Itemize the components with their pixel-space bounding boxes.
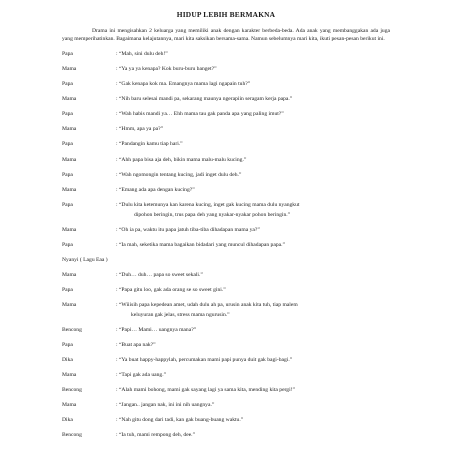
dialog-line	[62, 81, 390, 88]
dialog-line	[62, 357, 390, 364]
page-title: HIDUP LEBIH BERMAKNA	[176, 10, 276, 19]
dialog-continuation: dipohon beringin, trus papa deh yang nyakar-nyakar pohon beringin.”	[134, 211, 291, 218]
dialog-text: : “Jangan.. jangan nak, ini ini nih uangnya.”	[116, 402, 215, 409]
dialog-text: : “Wiiisih papa kepedean amet, udah dulu ah pa, urusin anak kita tuh, tiap malem	[116, 301, 298, 308]
dialog-line	[62, 372, 390, 379]
dialog-line	[62, 141, 390, 148]
song-heading: Nyanyi ( Lagu Eaa )	[62, 256, 108, 263]
dialog-text: : “Tapi gak ada uang.”	[116, 372, 167, 379]
speaker-name: Mama	[62, 372, 77, 379]
dialog-line	[62, 96, 390, 103]
dialog-text: : “Ia mah, seketika mama bagaikan bidadari yang muncul dihadapan papa.”	[116, 241, 285, 248]
speaker-name: Papa	[62, 51, 73, 58]
dialog-line	[62, 342, 390, 349]
dialog-text: : “Alah mami bohong, mami gak sayang lagi ya sama kita, mending kita pergi!”	[116, 387, 296, 394]
speaker-name: Dika	[62, 357, 73, 364]
dialog-line	[62, 66, 390, 73]
speaker-name: Mama	[62, 271, 77, 278]
dialog-text: : “Gak kenapa kok ma. Emangnya mama lagi ngapain tuh?”	[116, 81, 251, 88]
speaker-name: Papa	[62, 81, 73, 88]
dialog-line	[62, 227, 390, 234]
speaker-name: Mama	[62, 126, 77, 133]
dialog-text: : “Dulu kita ketemunya kan karena kucing, inget gak kucing mama dulu nyangkut	[116, 201, 300, 208]
speaker-name: Papa	[62, 201, 73, 208]
dialog-line	[62, 287, 390, 294]
dialog-line	[62, 432, 390, 439]
dialog-line	[62, 111, 390, 118]
speaker-name: Mama	[62, 186, 77, 193]
dialog-section-2	[62, 272, 390, 439]
dialog-text: : “Ya ya ya kenapa? Kok buru-buru banget?”	[116, 66, 217, 73]
speaker-name: Mama	[62, 66, 77, 73]
dialog-line	[62, 417, 390, 424]
dialog-text: : “Ahh papa bisa aja deh, bikin mama malu-malu kucing.”	[116, 156, 247, 163]
speaker-name: Mama	[62, 156, 77, 163]
dialog-text: : “Nih baru selesai mandi pa, sekarang maunya ngerapiin seragam kerja papa.”	[116, 96, 293, 103]
speaker-name: Papa	[62, 286, 73, 293]
speaker-name: Papa	[62, 171, 73, 178]
dialog-line	[62, 402, 390, 409]
intro-paragraph: Drama ini mengisahkan 2 keluarga yang memiliki anak dengan karakter berbeda-beda. Ada anak yang membanggakan ada juga yang memperihatinkan. Bagaimana kelajutannya, mari kita saksikan bersama-sama. Namun sebelumnya mari kita, ikuti pesan-pesan berikut ini.	[62, 28, 390, 42]
dialog-line	[62, 302, 390, 309]
dialog-line	[62, 172, 390, 179]
dialog-line	[62, 157, 390, 164]
dialog-section-1	[62, 51, 390, 249]
dialog-text: : “Hmm, apa ya pa?”	[116, 126, 164, 133]
dialog-text: : “Papi… Mami… uangnya mana?”	[116, 326, 197, 333]
dialog-line	[62, 187, 390, 194]
speaker-name: Bencong	[62, 326, 82, 333]
dialog-text: : “Duh… duh… papa so sweet sekali.”	[116, 271, 203, 278]
speaker-name: Mama	[62, 301, 77, 308]
dialog-line	[62, 242, 390, 249]
dialog-text: : “Oh ia pa, waktu itu papa jatuh tiba-tiba dihadapan mama ya?”	[116, 226, 260, 233]
speaker-name: Mama	[62, 402, 77, 409]
dialog-text: : “Pandangin kamu tiap hari.”	[116, 141, 183, 148]
dialog-text: : “Papa gitu loo, gak ada orang se so sweet gini.”	[116, 286, 226, 293]
speaker-name: Mama	[62, 226, 77, 233]
speaker-name: Papa	[62, 342, 73, 349]
speaker-name: Papa	[62, 111, 73, 118]
speaker-name: Bencong	[62, 387, 82, 394]
speaker-name: Mama	[62, 96, 77, 103]
dialog-text: : “Emang ada apa dengan kucing?”	[116, 186, 195, 193]
dialog-text: : “Wah ngomongin tentang kucing, jadi inget dulu deh.”	[116, 171, 242, 178]
dialog-line	[62, 202, 390, 209]
dialog-line	[62, 126, 390, 133]
dialog-line	[62, 51, 390, 58]
dialog-text: : “Buat apa nak?”	[116, 342, 156, 349]
dialog-text: : “Mah, sini dulu deh!”	[116, 51, 168, 58]
speaker-name: Bencong	[62, 432, 82, 439]
dialog-text: : “Wah habis mandi ya… Ehh mama tau gak panda apa yang paling imut?”	[116, 111, 284, 118]
speaker-name: Papa	[62, 141, 73, 148]
speaker-name: Dika	[62, 417, 73, 424]
dialog-line	[62, 387, 390, 394]
dialog-text: : “Ia tuh, mami rempong deh, dee.”	[116, 432, 196, 439]
speaker-name: Papa	[62, 241, 73, 248]
dialog-line	[62, 327, 390, 334]
dialog-text: : “Ya buat happy-happylah, percumakan mami papi punya duit gak bagi-bagi.”	[116, 357, 293, 364]
dialog-text: : “Nah gitu dong dari tadi, kan gak buang-buang waktu.”	[116, 417, 244, 424]
dialog-continuation: keluyuran gak jelas, stress mama ngurusin.”	[131, 311, 230, 318]
dialog-line	[62, 272, 390, 279]
